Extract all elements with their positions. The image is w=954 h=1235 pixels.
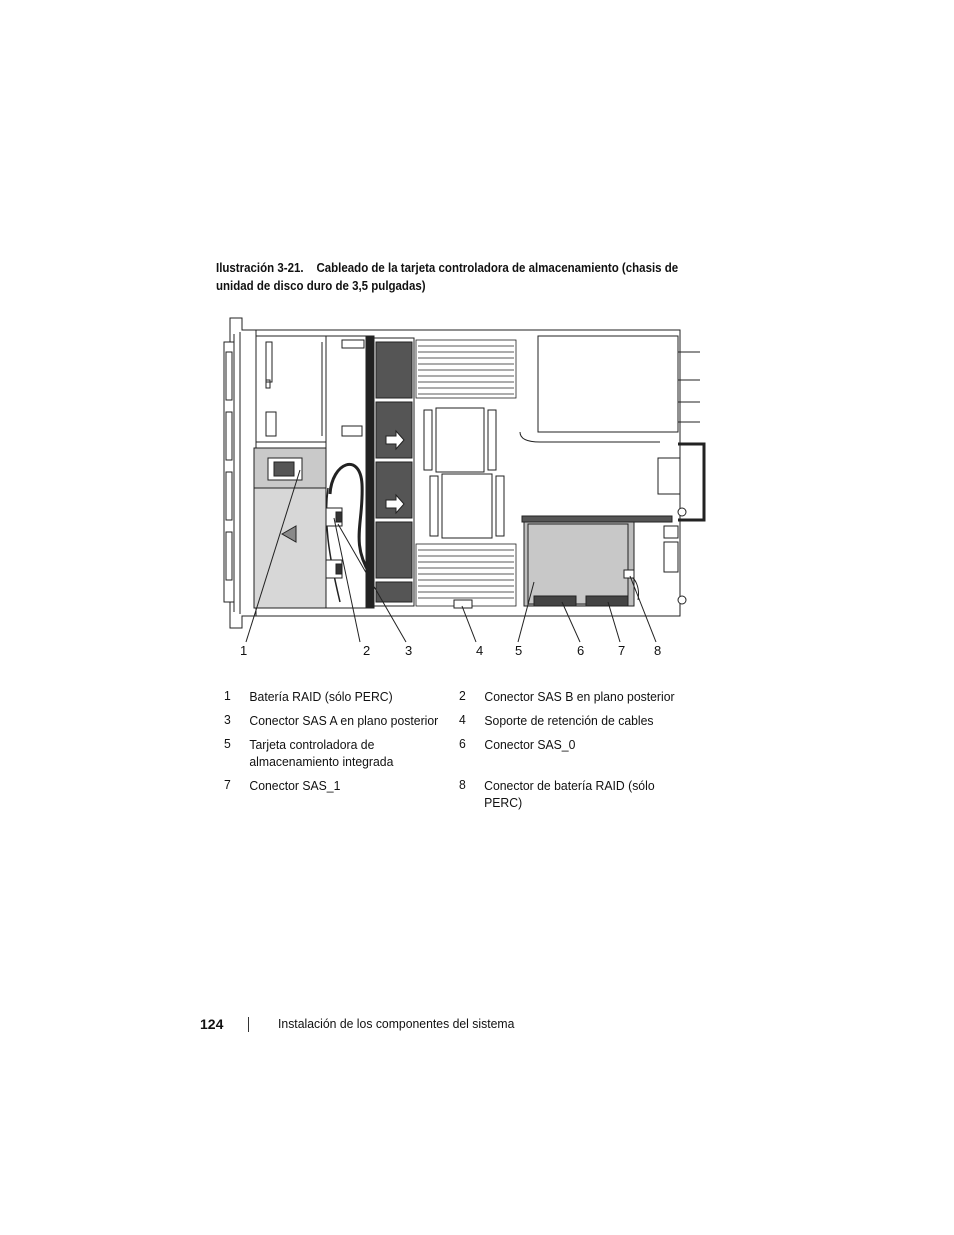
legend-number: 2	[459, 688, 466, 703]
callout-7: 7	[618, 643, 626, 658]
legend-number: 4	[459, 712, 466, 727]
legend-text: Conector SAS_1	[249, 778, 341, 793]
figure-label: Ilustración 3-21.	[216, 261, 304, 275]
page-number: 124	[200, 1016, 224, 1032]
legend-item	[224, 736, 400, 770]
section-title: Instalación de los componentes del sistema	[278, 1016, 515, 1031]
figure-title: Cableado de la tarjeta controladora de almacenamiento (chasis de unidad de disco duro de 3,5 pulgadas)	[216, 261, 679, 293]
legend-text: Conector de batería RAID (sólo PERC)	[484, 778, 655, 810]
legend-item	[459, 712, 654, 729]
callout-5: 5	[515, 643, 523, 658]
legend-number: 6	[459, 736, 466, 751]
legend-text: Tarjeta controladora de almacenamiento integrada	[249, 737, 394, 769]
legend-item	[459, 736, 575, 753]
callout-3: 3	[405, 643, 413, 658]
legend-number: 8	[459, 777, 466, 792]
callout-6: 6	[577, 643, 585, 658]
legend-number: 7	[224, 777, 231, 792]
legend-number: 1	[224, 688, 231, 703]
legend-text: Batería RAID (sólo PERC)	[249, 689, 393, 704]
figure-caption	[216, 259, 694, 295]
legend-item	[224, 777, 340, 794]
legend-item	[459, 777, 694, 811]
legend-item	[224, 712, 438, 729]
legend-text: Soporte de retención de cables	[484, 713, 654, 728]
legend-item	[224, 688, 393, 705]
legend-item	[459, 688, 675, 705]
callout-2: 2	[363, 643, 371, 658]
footer-divider	[248, 1017, 249, 1032]
legend-number: 3	[224, 712, 231, 727]
callout-8: 8	[654, 643, 662, 658]
legend-text: Conector SAS_0	[484, 737, 576, 752]
callout-4: 4	[476, 643, 484, 658]
legend-text: Conector SAS A en plano posterior	[249, 713, 439, 728]
server-chassis-illustration	[210, 312, 710, 672]
callout-1: 1	[240, 643, 248, 658]
legend-text: Conector SAS B en plano posterior	[484, 689, 675, 704]
legend-number: 5	[224, 736, 231, 751]
